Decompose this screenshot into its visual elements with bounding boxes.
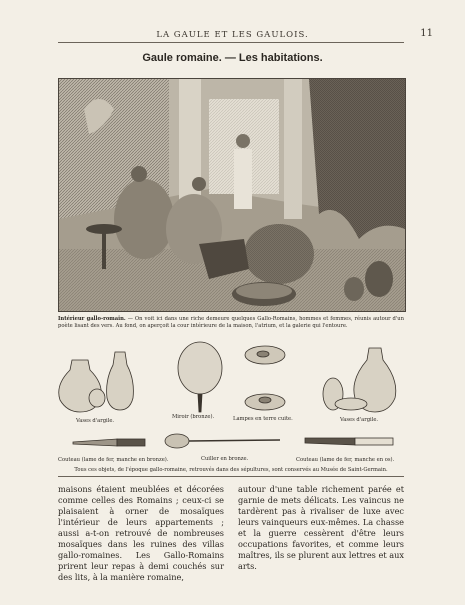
section-title: Gaule romaine. — Les habitations. (142, 52, 323, 64)
label-cuiller: Cuiller en bronze. (201, 456, 249, 462)
label-vases-right: Vases d'argile. (340, 417, 379, 423)
lamp-icon (245, 346, 285, 410)
header-rule (58, 42, 404, 43)
label-couteau-left: Couteau (lame de fer, manche en bronze). (58, 457, 169, 463)
label-vases-left: Vases d'argile. (76, 418, 115, 424)
spoon-icon (165, 434, 280, 448)
page-number: 11 (420, 28, 433, 39)
caption-label: Intérieur gallo-romain. (58, 316, 126, 322)
running-title: LA GAULE ET LES GAULOIS. (156, 30, 309, 40)
vase-icon (59, 352, 134, 412)
engraving-caption (58, 316, 404, 329)
caption-text: — On voit ici dans une riche demeure quelques Gallo-Romains, hommes et femmes, réunis autour d'un poète lisant des vers. Au fond, on aperçoit la cour intérieure de la maison, l'atrium, et la galerie qui l'entoure. (58, 316, 404, 329)
body-column-1: maisons étaient meublées et décorées comme celles des Romains ; ceux-ci se plaisaient à orner de mosaïques l'intérieur de leurs appartements ; aussi a-t-on retrouvé de nombreuses mosaïques dans les ruines des villas gallo-romaines. Les Gallo-Romains prirent leur repas à demi couchés sur des lits, à la manière romaine, (58, 484, 224, 582)
body-column-2: autour d'une table richement parée et garnie de mets délicats. Les vaincus ne tardèrent pas à rivaliser de luxe avec leurs vainqueurs eux-mêmes. La chasse et la guerre cessèrent d'être leurs occupations favorites, et comme leurs maîtres, ils se plurent aux lettres et aux arts. (238, 484, 404, 571)
objects-note: Tous ces objets, de l'époque gallo-romaine, retrouvés dans des sépultures, sont conservés au Musée de Saint-Germain. (74, 467, 388, 473)
engraving-illustration (58, 78, 406, 312)
label-lampes: Lampes en terre cuite. (233, 416, 293, 422)
body-text (58, 484, 404, 594)
knife-icon (73, 439, 145, 446)
label-miroir: Miroir (bronze). (172, 414, 215, 420)
engraving-drawing (59, 79, 405, 311)
mirror-icon (178, 342, 222, 412)
body-rule (58, 476, 404, 477)
vase-icon (323, 348, 396, 412)
label-couteau-right: Couteau (lame de fer, manche en os). (296, 457, 395, 463)
artifacts-illustration (55, 340, 410, 470)
knife-icon (305, 438, 393, 445)
